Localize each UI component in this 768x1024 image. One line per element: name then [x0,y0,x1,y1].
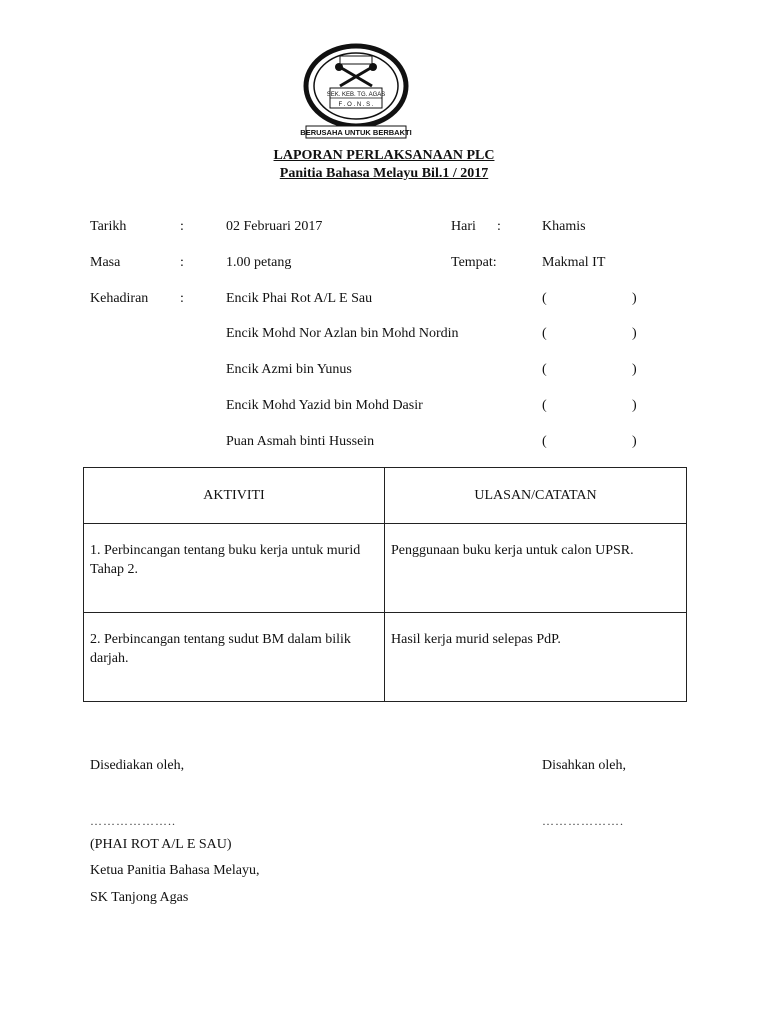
hari-label: Hari [451,219,476,234]
report-subtitle: Panitia Bahasa Melayu Bil.1 / 2017 [279,166,489,181]
attendance-open-paren: ( [542,398,547,413]
report-title: LAPORAN PERLAKSANAAN PLC [273,148,495,163]
masa-value: 1.00 petang [226,255,292,270]
signatory-name: (PHAI ROT A/L E SAU) [90,837,232,852]
attendance-open-paren: ( [542,434,547,449]
approved-by-label: Disahkan oleh, [542,758,626,773]
signatory-school: SK Tanjong Agas [90,890,189,905]
attendance-open-paren: ( [542,326,547,341]
hari-value: Khamis [542,219,586,234]
attendee-name: Encik Phai Rot A/L E Sau [226,291,373,306]
tarikh-label: Tarikh [90,219,127,234]
table-cell-aktiviti: 2. Perbincangan tentang sudut BM dalam bilik darjah. [84,613,385,702]
approved-signature-line: ………………. [542,814,624,828]
table-cell-ulasan: Hasil kerja murid selepas PdP. [385,613,687,702]
colon: : [180,291,184,306]
kehadiran-label: Kehadiran [90,291,149,306]
colon: : [180,219,184,234]
attendance-close-paren: ) [632,291,637,306]
attendee-name: Encik Azmi bin Yunus [226,362,352,377]
table-header-row [84,468,687,524]
school-logo [300,42,412,144]
attendance-close-paren: ) [632,326,637,341]
tempat-label: Tempat: [451,255,497,270]
colon: : [180,255,184,270]
table-cell-ulasan: Penggunaan buku kerja untuk calon UPSR. [385,524,687,613]
tarikh-value: 02 Februari 2017 [226,219,323,234]
attendance-close-paren: ) [632,362,637,377]
table-row [84,613,687,702]
masa-label: Masa [90,255,121,270]
table-cell-aktiviti: 1. Perbincangan tentang buku kerja untuk murid Tahap 2. [84,524,385,613]
attendee-name: Encik Mohd Nor Azlan bin Mohd Nordin [226,326,459,341]
prepared-by-label: Disediakan oleh, [90,758,185,773]
column-header-aktiviti: AKTIVITI [84,468,385,524]
activity-table [83,467,687,702]
prepared-signature-line: ……………….. [90,814,176,828]
svg-text:SEK. KEB. TG. AGAS: SEK. KEB. TG. AGAS [326,92,386,98]
svg-text:BERUSAHA UNTUK BERBAKTI: BERUSAHA UNTUK BERBAKTI [300,128,412,137]
attendance-close-paren: ) [632,434,637,449]
colon: : [497,219,501,234]
table-row [84,524,687,613]
attendance-open-paren: ( [542,362,547,377]
attendee-name: Puan Asmah binti Hussein [226,434,375,449]
tempat-value: Makmal IT [542,255,606,270]
attendee-name: Encik Mohd Yazid bin Mohd Dasir [226,398,423,413]
attendance-close-paren: ) [632,398,637,413]
school-crest-icon [300,42,412,144]
column-header-ulasan: ULASAN/CATATAN [385,468,687,524]
signatory-position: Ketua Panitia Bahasa Melayu, [90,863,260,878]
attendance-open-paren: ( [542,291,547,306]
svg-text:F . O . N . S .: F . O . N . S . [338,102,374,108]
